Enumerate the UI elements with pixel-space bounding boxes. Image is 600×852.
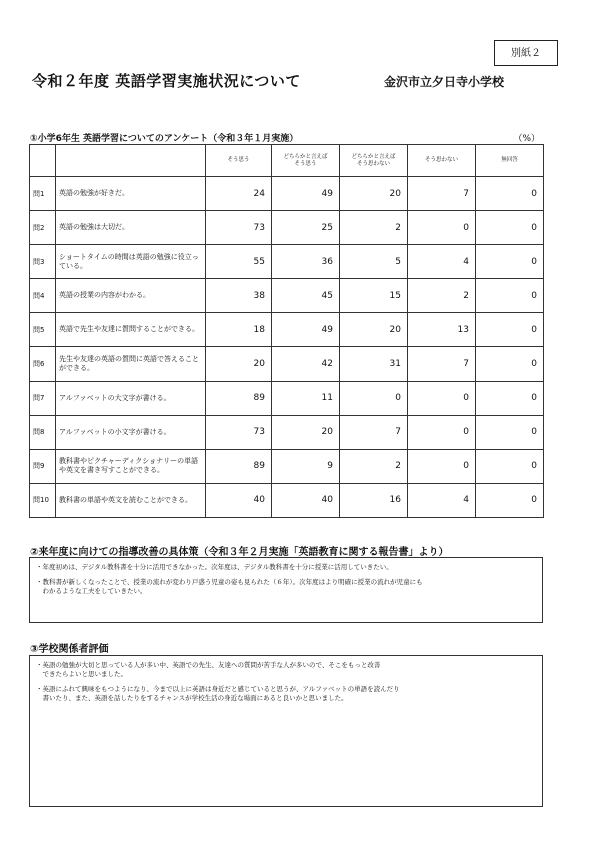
percent-cell: 31 (340, 347, 408, 381)
question-text: 英語の勉強が好きだ。 (56, 177, 206, 211)
percent-cell: 20 (206, 347, 272, 381)
page-title: 令和２年度 英語学習実施状況について (32, 72, 301, 90)
percent-cell: 0 (476, 449, 544, 483)
question-text: 教科書やピクチャーディクショナリーの単語や英文を書き写すことができる。 (56, 449, 206, 483)
percent-cell: 73 (206, 415, 272, 449)
question-text: 英語で先生や友達に質問することができる。 (56, 313, 206, 347)
table-header-row (30, 145, 544, 177)
percent-cell: 0 (476, 177, 544, 211)
percent-cell: 45 (272, 279, 340, 313)
percent-cell: 4 (408, 245, 476, 279)
percent-cell: 0 (408, 211, 476, 245)
percent-cell: 0 (476, 313, 544, 347)
percent-cell: 25 (272, 211, 340, 245)
percent-cell: 7 (408, 347, 476, 381)
question-number: 問7 (30, 381, 56, 415)
question-text: 教科書の単語や英文を読むことができる。 (56, 483, 206, 517)
percent-cell: 20 (340, 177, 408, 211)
percent-cell: 38 (206, 279, 272, 313)
question-number: 問9 (30, 449, 56, 483)
percent-cell: 18 (206, 313, 272, 347)
table-row (30, 449, 544, 483)
table-row (30, 211, 544, 245)
section2-item: ・教科書が新しくなったことで、授業の流れが変わり戸惑う児童の姿も見られた（６年）。次年度はより明確に授業の流れが児童にも わかるような工夫をしていきたい。 (36, 578, 423, 595)
table-row (30, 245, 544, 279)
percent-cell: 15 (340, 279, 408, 313)
percent-cell: 0 (408, 449, 476, 483)
section3-item: ・英語の勉強が大切と思っている人が多い中、英語での先生、友達への質問が苦手な人が多いので、そこをもっと改善 できたらよいと思いました。 (36, 661, 381, 678)
percent-cell: 16 (340, 483, 408, 517)
percent-cell: 20 (272, 415, 340, 449)
column-header: どちらかと言えば そう思う (272, 145, 340, 177)
question-text: 英語の勉強は大切だ。 (56, 211, 206, 245)
section2-box (29, 557, 543, 623)
column-header: どちらかと言えば そう思わない (340, 145, 408, 177)
percent-cell: 24 (206, 177, 272, 211)
table-row (30, 483, 544, 517)
percent-cell: 40 (206, 483, 272, 517)
percent-cell: 2 (340, 449, 408, 483)
percent-cell: 0 (476, 483, 544, 517)
survey-unit: （%） (513, 134, 540, 144)
percent-cell: 0 (476, 381, 544, 415)
question-number: 問10 (30, 483, 56, 517)
section3-heading: ③学校関係者評価 (30, 644, 109, 655)
percent-cell: 0 (408, 381, 476, 415)
question-number: 問3 (30, 245, 56, 279)
percent-cell: 13 (408, 313, 476, 347)
percent-cell: 2 (408, 279, 476, 313)
percent-cell: 0 (476, 245, 544, 279)
attachment-label: 別紙２ (494, 40, 558, 66)
survey-heading (30, 131, 542, 144)
survey-table (29, 144, 544, 518)
question-number: 問8 (30, 415, 56, 449)
school-name: 金沢市立夕日寺小学校 (384, 75, 505, 89)
question-text: アルファベットの大文字が書ける。 (56, 381, 206, 415)
header-blank-question (56, 145, 206, 177)
question-number: 問1 (30, 177, 56, 211)
percent-cell: 20 (340, 313, 408, 347)
percent-cell: 0 (476, 347, 544, 381)
table-row (30, 381, 544, 415)
percent-cell: 5 (340, 245, 408, 279)
survey-heading-text: ①小学6年生 英語学習についてのアンケート（令和３年１月実施） (30, 134, 299, 144)
section3-box (29, 655, 543, 807)
percent-cell: 0 (340, 381, 408, 415)
table-row (30, 279, 544, 313)
percent-cell: 0 (408, 415, 476, 449)
question-number: 問2 (30, 211, 56, 245)
question-number: 問6 (30, 347, 56, 381)
percent-cell: 0 (476, 279, 544, 313)
section3-item: ・英語にふれて興味をもつようになり、今まで以上に英語は身近だと感じていると思うが、アルファベットの単語を読んだり 書いたり、また、英語を話したりをするチャンスが学校生活の身近な場面にあると良いかと思いました。 (36, 685, 400, 702)
question-number: 問5 (30, 313, 56, 347)
column-header: そう思わない (408, 145, 476, 177)
percent-cell: 11 (272, 381, 340, 415)
percent-cell: 42 (272, 347, 340, 381)
percent-cell: 2 (340, 211, 408, 245)
header-blank-no (30, 145, 56, 177)
percent-cell: 89 (206, 381, 272, 415)
question-text: 英語の授業の内容がわかる。 (56, 279, 206, 313)
column-header: そう思う (206, 145, 272, 177)
percent-cell: 89 (206, 449, 272, 483)
percent-cell: 7 (408, 177, 476, 211)
question-text: アルファベットの小文字が書ける。 (56, 415, 206, 449)
question-text: 先生や友達の英語の質問に英語で答えることができる。 (56, 347, 206, 381)
question-number: 問4 (30, 279, 56, 313)
percent-cell: 49 (272, 177, 340, 211)
percent-cell: 73 (206, 211, 272, 245)
percent-cell: 4 (408, 483, 476, 517)
table-row (30, 313, 544, 347)
percent-cell: 0 (476, 211, 544, 245)
table-row (30, 347, 544, 381)
percent-cell: 55 (206, 245, 272, 279)
percent-cell: 7 (340, 415, 408, 449)
percent-cell: 49 (272, 313, 340, 347)
percent-cell: 0 (476, 415, 544, 449)
section2-heading: ②来年度に向けての指導改善の具体策（令和３年２月実施「英語教育に関する報告書」より） (30, 547, 449, 558)
question-text: ショートタイムの時間は英語の勉強に役立っている。 (56, 245, 206, 279)
section2-item: ・年度初めは、デジタル教科書を十分に活用できなかった。次年度は、デジタル教科書を十分に授業に活用していきたい。 (36, 563, 393, 571)
percent-cell: 9 (272, 449, 340, 483)
column-header: 無回答 (476, 145, 544, 177)
percent-cell: 36 (272, 245, 340, 279)
table-row (30, 177, 544, 211)
table-row (30, 415, 544, 449)
percent-cell: 40 (272, 483, 340, 517)
